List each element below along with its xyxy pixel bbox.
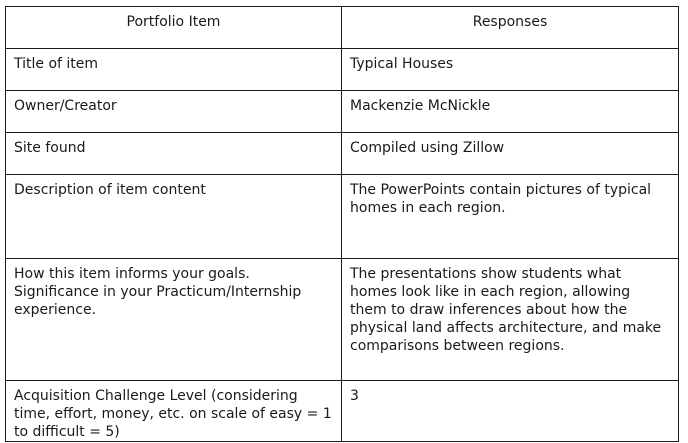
row-response-challenge: 3 — [342, 381, 679, 442]
row-label-goals: How this item informs your goals. Significance in your Practicum/Internship experience. — [6, 259, 342, 381]
table-row — [6, 49, 679, 91]
table-row — [6, 133, 679, 175]
row-label-owner: Owner/Creator — [6, 91, 342, 133]
table-row — [6, 259, 679, 381]
header-portfolio-item: Portfolio Item — [6, 7, 342, 49]
row-response-title: Typical Houses — [342, 49, 679, 91]
row-response-site: Compiled using Zillow — [342, 133, 679, 175]
row-label-title: Title of item — [6, 49, 342, 91]
table-header-row — [6, 7, 679, 49]
row-label-description: Description of item content — [6, 175, 342, 259]
row-response-goals: The presentations show students what homes look like in each region, allowing them to draw inferences about how the physical land affects architecture, and make comparisons between regions. — [342, 259, 679, 381]
table-row — [6, 175, 679, 259]
table-row — [6, 381, 679, 442]
row-response-description: The PowerPoints contain pictures of typical homes in each region. — [342, 175, 679, 259]
portfolio-table — [5, 6, 679, 442]
header-responses: Responses — [342, 7, 679, 49]
table-row — [6, 91, 679, 133]
row-response-owner: Mackenzie McNickle — [342, 91, 679, 133]
row-label-challenge: Acquisition Challenge Level (considering time, effort, money, etc. on scale of easy = 1 to difficult = 5) — [6, 381, 342, 442]
row-label-site: Site found — [6, 133, 342, 175]
